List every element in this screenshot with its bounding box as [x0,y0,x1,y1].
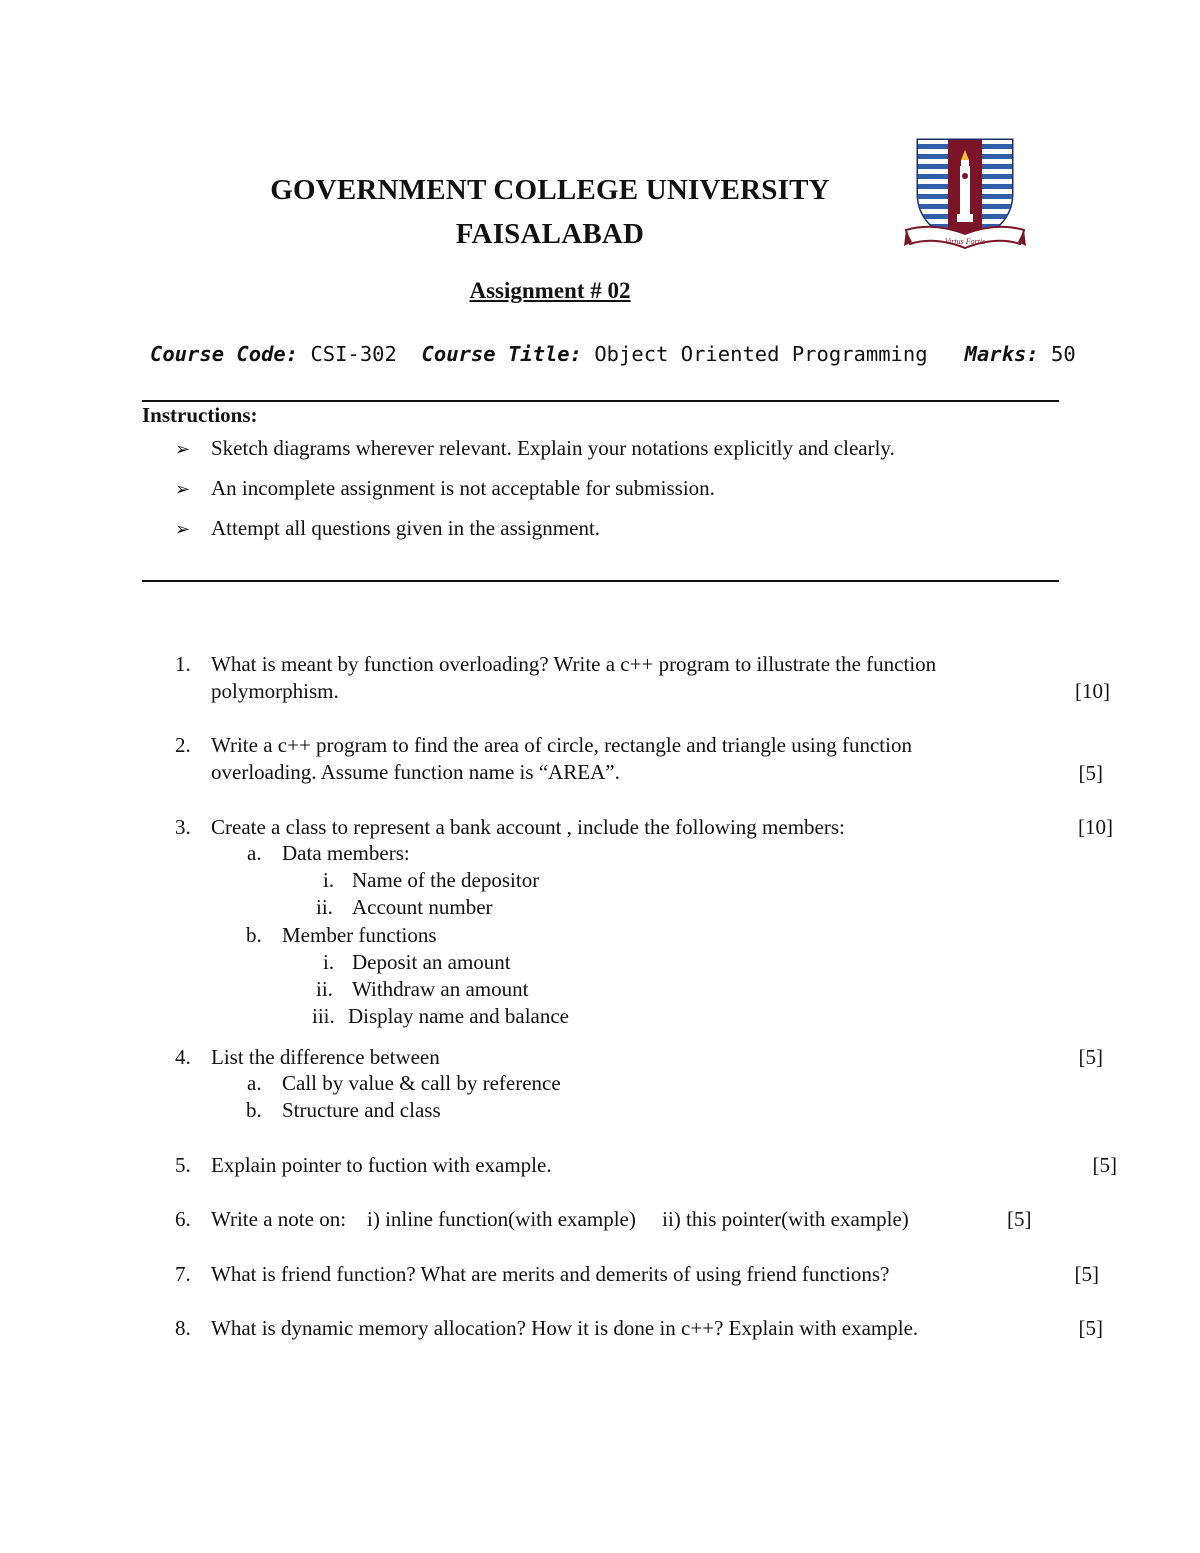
divider-bottom [142,580,1059,582]
question-number: 2. [175,733,191,757]
question-marks: [5] [1007,1207,1032,1231]
instructions-heading: Instructions: [142,403,258,427]
subitem-text: Withdraw an amount [352,977,529,1001]
university-crest-logo [904,136,1026,252]
subitem-label: i. [323,868,335,892]
question-text: Create a class to represent a bank account , include the following members: [211,815,845,839]
question-text: List the difference between [211,1045,440,1069]
arrow-bullet-icon: ➢ [175,519,191,540]
course-title-label: Course Title: [421,342,582,366]
arrow-bullet-icon: ➢ [175,439,191,460]
subpart-text: Member functions [282,923,437,947]
instruction-item: ➢ Attempt all questions given in the assignment. [175,516,601,540]
question-text: What is friend function? What are merits and demerits of using friend functions? [211,1262,890,1286]
subitem-label: i. [323,950,335,974]
question-text: Write a note on: i) inline function(with example) ii) this pointer(with example) [211,1207,909,1231]
question-number: 4. [175,1045,191,1069]
subitem-text: Display name and balance [348,1004,569,1028]
question-text: Explain pointer to fuction with example. [211,1153,552,1177]
question-text: Write a c++ program to find the area of circle, rectangle and triangle using function overloading. Assume function name is “AREA”. [211,733,912,784]
subitem-label: ii. [316,895,333,919]
question-number: 7. [175,1262,191,1286]
instruction-item: ➢ Sketch diagrams wherever relevant. Explain your notations explicitly and clearly. [175,436,895,460]
marks-label: Marks: [964,342,1039,366]
question-marks: [5] [1092,1153,1117,1177]
question-marks: [5] [1078,1045,1103,1069]
subpart-label: a. [247,1071,262,1095]
question-text: What is meant by function overloading? Write a c++ program to illustrate the function polymorphism. [211,652,937,703]
question-number: 1. [175,652,191,676]
question-marks: [5] [1074,1262,1099,1286]
course-code-value: CSI-302 [310,342,397,366]
question-marks: [10] [1078,815,1113,839]
divider-top [142,400,1059,402]
course-title-value: Object Oriented Programming [594,342,928,366]
marks-value: 50 [1051,342,1076,366]
subpart-label: b. [246,1098,262,1122]
question-marks: [10] [1075,679,1110,703]
course-code-label: Course Code: [150,342,299,366]
assignment-title: Assignment # 02 [469,278,631,303]
arrow-bullet-icon: ➢ [175,479,191,500]
question-number: 8. [175,1316,191,1340]
question-number: 3. [175,815,191,839]
course-info-line [150,342,1076,366]
question-marks: [5] [1078,1316,1103,1340]
subitem-label: iii. [312,1004,335,1028]
subpart-label: b. [246,923,262,947]
question-number: 5. [175,1153,191,1177]
subpart-text: Structure and class [282,1098,441,1122]
subpart-text: Data members: [282,841,410,865]
question-marks: [5] [1078,761,1103,785]
subpart-text: Call by value & call by reference [282,1071,561,1095]
subitem-text: Account number [352,895,493,919]
university-name: GOVERNMENT COLLEGE UNIVERSITY [270,174,830,206]
question-text: What is dynamic memory allocation? How it is done in c++? Explain with example. [211,1316,919,1340]
subitem-label: ii. [316,977,333,1001]
university-city: FAISALABAD [455,218,645,250]
subitem-text: Deposit an amount [352,950,511,974]
instruction-item: ➢ An incomplete assignment is not acceptable for submission. [175,476,715,500]
subpart-label: a. [247,841,262,865]
crest-motto: Virtus Fortis [944,237,986,246]
question-number: 6. [175,1207,191,1231]
subitem-text: Name of the depositor [352,868,540,892]
